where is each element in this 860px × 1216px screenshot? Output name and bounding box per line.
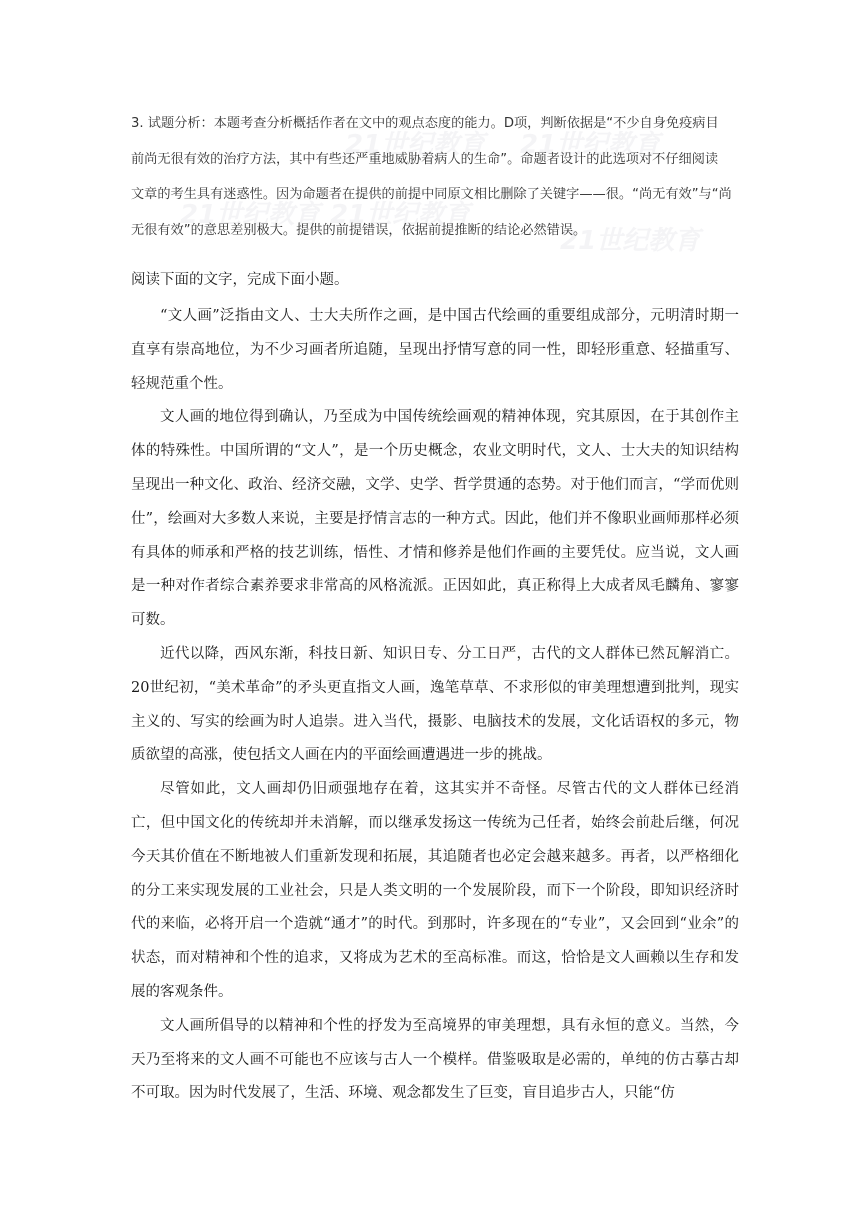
analysis-line: 无很有效”的意思差别极大。提供的前提错误，依据前提推断的结论必然错误。	[131, 222, 587, 238]
watermark-1: 21世纪教育	[345, 130, 486, 160]
article-paragraph: 近代以降，西风东渐，科技日新、知识日专、分工日严，古代的文人群体已然瓦解消亡。20世纪初，“美术革命”的矛头更直指文人画，逸笔草草、不求形似的审美理想遭到批判，现实主义的、写实的绘画为时人追崇。进入当代，摄影、电脑技术的发展，文化话语权的多元，物质欲望的高涨，使包括文人画在内的平面绘画遭遇进一步的挑战。	[131, 645, 739, 764]
article-paragraph: “文人画”泛指由文人、士大夫所作之画，是中国古代绘画的重要组成部分，元明清时期一直享有崇高地位，为不少习画者所追随，呈现出抒情写意的同一性，即轻形重意、轻描重写、轻规范重个性。	[131, 308, 739, 392]
article-body	[131, 300, 739, 1111]
article-paragraph: 尽管如此，文人画却仍旧顽强地存在着，这其实并不奇怪。尽管古代的文人群体已经消亡，但中国文化的传统却并未消解，而以继承发扬这一传统为己任者，始终会前赴后继，何况今天其价值在不断地被人们重新发现和拓展，其追随者也必定会越来越多。再者，以严格细化的分工来实现发展的工业社会，只是人类文明的一个发展阶段，而下一个阶段，即知识经济时代的来临，必将开启一个造就“通才”的时代。到那时，许多现在的“专业”，又会回到“业余”的状态，而对精神和个性的追求，又将成为艺术的至高标准。而这，恰恰是文人画赖以生存和发展的客观条件。	[131, 781, 739, 1000]
analysis-line: 前尚无很有效的治疗方法，其中有些还严重地威胁着病人的生命”。命题者设计的此选项对不仔细阅读	[131, 151, 719, 167]
analysis-block	[131, 106, 731, 248]
analysis-line: 3. 试题分析：本题考查分析概括作者在文中的观点态度的能力。D项，判断依据是“不少自身免疫病目	[131, 116, 719, 131]
reading-instruction: 阅读下面的文字，完成下面小题。	[131, 272, 349, 288]
watermark-4: 21世纪教育	[330, 200, 471, 230]
analysis-line: 文章的考生具有迷惑性。因为命题者在提供的前提中同原文相比删除了关键字——很。“尚无有效”与“尚	[131, 187, 732, 202]
article-paragraph: 文人画所倡导的以精神和个性的抒发为至高境界的审美理想，具有永恒的意义。当然，今天乃至将来的文人画不可能也不应该与古人一个模样。借鉴吸取是必需的，单纯的仿古摹古却不可取。因为时代发展了，生活、环境、观念都发生了巨变，盲目追步古人，只能“仿	[131, 1017, 739, 1102]
watermark-2: 21世纪教育	[520, 130, 661, 160]
watermark-3: 21世纪教育	[180, 200, 321, 230]
article-paragraph: 文人画的地位得到确认，乃至成为中国传统绘画观的精神体现，究其原因，在于其创作主体的特殊性。中国所谓的“文人”，是一个历史概念，农业文明时代，文人、士大夫的知识结构呈现出一种文化、政治、经济交融，文学、史学、哲学贯通的态势。对于他们而言，“学而优则仕”，绘画对大多数人来说，主要是抒情言志的一种方式。因此，他们并不像职业画师那样必须有具体的师承和严格的技艺训练，悟性、才情和修养是他们作画的主要凭仗。应当说，文人画是一种对作者综合素养要求非常高的风格流派。正因如此，真正称得上大成者凤毛麟角、寥寥可数。	[131, 409, 739, 629]
watermark-5: 21世纪教育	[560, 226, 701, 256]
